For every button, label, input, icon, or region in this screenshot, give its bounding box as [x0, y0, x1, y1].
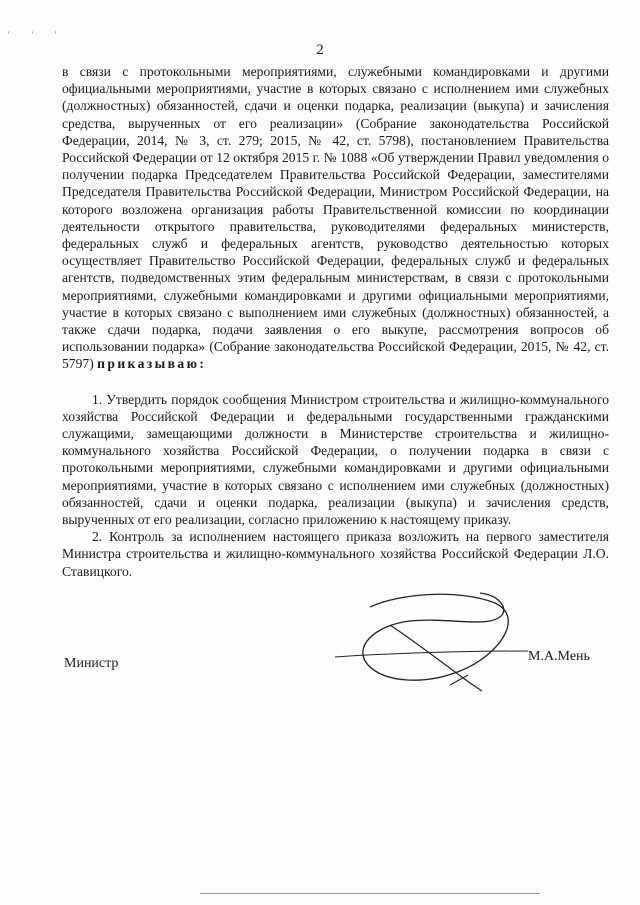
order-word: приказываю:: [97, 356, 207, 372]
signatory-title: Министр: [64, 656, 119, 671]
bottom-divider: [200, 893, 540, 894]
lead-paragraph-text: в связи с протокольными мероприятиями, служебными командировками и другими официальными мероприятиями, участие в которых связано с исполнением ими служебных (должностных) обязанностей, сдачи и оценки подарка, реализации (выкупа) и зачисления средства, вырученных от его реализации» (Собрание законодательства Российской Федерации, 2014, № 3, ст. 279; 2015, № 42, ст. 5798), постановлением Правительства Российской Федерации от 12 октября 2015 г. № 1088 «Об утверждении Правил уведомления о получении подарка Председателем Правительства Российской Федерации, заместителями Председателя Правительства Российской Федерации, Министром Российской Федерации, на которого возложена организация работы Правительственной комиссии по координации деятельности открытого правительства, руководителями федеральных министерств, федеральных служб и федеральных агентств, руководство деятельностью которых осуществляет Правительство Российской Федерации, федеральных служб и федеральных агентств, подведомственных этим федеральным министерствам, в связи с протокольными мероприятиями, служебными командировками и другими официальными мероприятиями, участие в которых связано с выполнением ими служебных (должностных) обязанностей, а также сдачи подарка, подачи заявления о его выкупе, рассмотрения вопросов об использовании подарка» (Собрание законодательства Российской Федерации, 2015, № 42, ст. 5797): [62, 64, 609, 372]
order-item-1: 1. Утвердить порядок сообщения Министром строительства и жилищно-коммунального хозяйства Российской Федерации и федеральными государственными гражданскими служащими, замещающими должности в Министерстве строительства и жилищно-коммунального хозяйства Российской Федерации, о получении подарка в связи с протокольными мероприятиями, служебными командировками и другими официальными мероприятиями, участие в которых связано с исполнением ими служебных (должностных) обязанностей, сдачи и оценки подарка, реализации (выкупа) и зачисления средств, вырученных от его реализации, согласно приложению к настоящему приказу.: [62, 391, 609, 528]
handwritten-signature: [330, 585, 530, 695]
lead-paragraph: [62, 63, 609, 373]
page-number: 2: [316, 42, 324, 58]
scan-specks: ' ' ': [8, 30, 67, 39]
document-body: [62, 63, 609, 580]
order-item-2: 2. Контроль за исполнением настоящего приказа возложить на первого заместителя Министра строительства и жилищно-коммунального хозяйства Российской Федерации Л.О. Ставицкого.: [62, 529, 609, 579]
signatory-name: М.А.Мень: [528, 649, 590, 664]
